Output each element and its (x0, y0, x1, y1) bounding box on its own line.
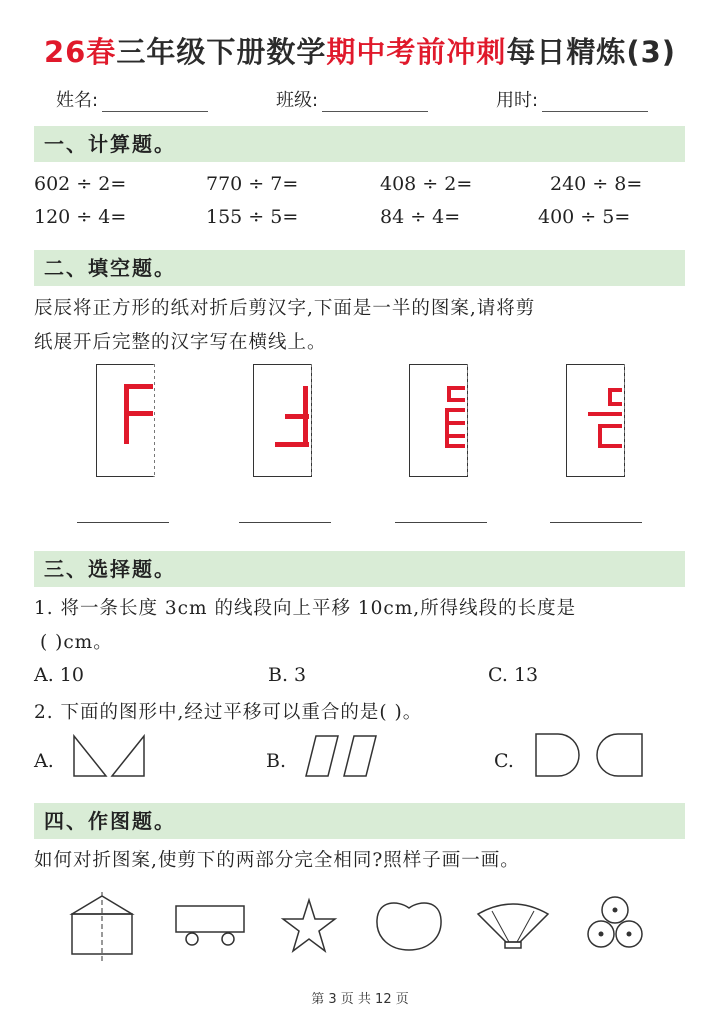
class-label: 班级: (276, 90, 319, 111)
papercut-figure-3 (409, 364, 479, 479)
calc-item: 155 ÷ 5= (206, 206, 299, 228)
parallelograms-shape (304, 734, 384, 778)
name-label: 姓名: (56, 90, 99, 111)
draw-instruction: 如何对折图案,使剪下的两部分完全相同?照样子画一画。 (34, 850, 520, 871)
section-header-fill: 二、填空题。 (34, 250, 685, 286)
time-field[interactable] (496, 86, 648, 112)
answer-blank[interactable] (77, 522, 169, 523)
triangles-shape (72, 734, 152, 778)
semicircle-shapes (534, 732, 646, 778)
calc-item: 84 ÷ 4= (380, 206, 461, 228)
title-grade: 三年级下册数学 (116, 35, 327, 69)
calc-item: 120 ÷ 4= (34, 206, 127, 228)
choice-q1-option-b[interactable]: B. 3 (268, 664, 307, 686)
choice-q1-option-a[interactable]: A. 10 (34, 664, 84, 686)
calc-item: 400 ÷ 5= (538, 206, 631, 228)
title-series: 每日精炼(3) (506, 35, 677, 69)
choice-q1-option-c[interactable]: C. 13 (488, 664, 539, 686)
papercut-figure-1 (96, 364, 166, 479)
fill-instruction-line2: 纸展开后完整的汉字写在横线上。 (34, 332, 327, 353)
choice-q1-blank: ( )cm。 (40, 632, 113, 653)
class-field[interactable] (276, 86, 428, 112)
name-field[interactable] (56, 86, 208, 112)
name-blank[interactable] (102, 93, 208, 112)
fan-shape (476, 900, 550, 950)
title-year: 26春 (43, 35, 117, 69)
answer-blank[interactable] (550, 522, 642, 523)
calc-item: 602 ÷ 2= (34, 173, 127, 195)
cart-shape (174, 904, 246, 948)
star-shape (280, 898, 338, 954)
apple-shape (374, 900, 444, 952)
choice-q2-option-b[interactable]: B. (266, 750, 287, 772)
calc-item: 770 ÷ 7= (206, 173, 299, 195)
choice-q1-text: 1. 将一条长度 3cm 的线段向上平移 10cm,所得线段的长度是 (34, 598, 577, 619)
answer-blank[interactable] (239, 522, 331, 523)
section-header-calc: 一、计算题。 (34, 126, 685, 162)
section-header-choice: 三、选择题。 (34, 551, 685, 587)
fill-instruction-line1: 辰辰将正方形的纸对折后剪汉字,下面是一半的图案,请将剪 (34, 298, 536, 319)
papercut-figure-2 (253, 364, 323, 479)
class-blank[interactable] (322, 93, 428, 112)
time-blank[interactable] (542, 93, 648, 112)
time-label: 用时: (496, 90, 539, 111)
three-circles-shape (584, 894, 646, 956)
papercut-figure-4 (566, 364, 636, 479)
house-shape (70, 892, 136, 964)
answer-blank[interactable] (395, 522, 487, 523)
calc-item: 408 ÷ 2= (380, 173, 473, 195)
calc-item: 240 ÷ 8= (550, 173, 643, 195)
section-header-draw: 四、作图题。 (34, 803, 685, 839)
page-title (0, 30, 720, 71)
choice-q2-text: 2. 下面的图形中,经过平移可以重合的是( )。 (34, 702, 423, 723)
page-footer: 第 3 页 共 12 页 (311, 992, 409, 1007)
choice-q2-option-a[interactable]: A. (34, 750, 54, 772)
choice-q2-option-c[interactable]: C. (494, 750, 514, 772)
title-topic: 期中考前冲刺 (326, 35, 507, 69)
